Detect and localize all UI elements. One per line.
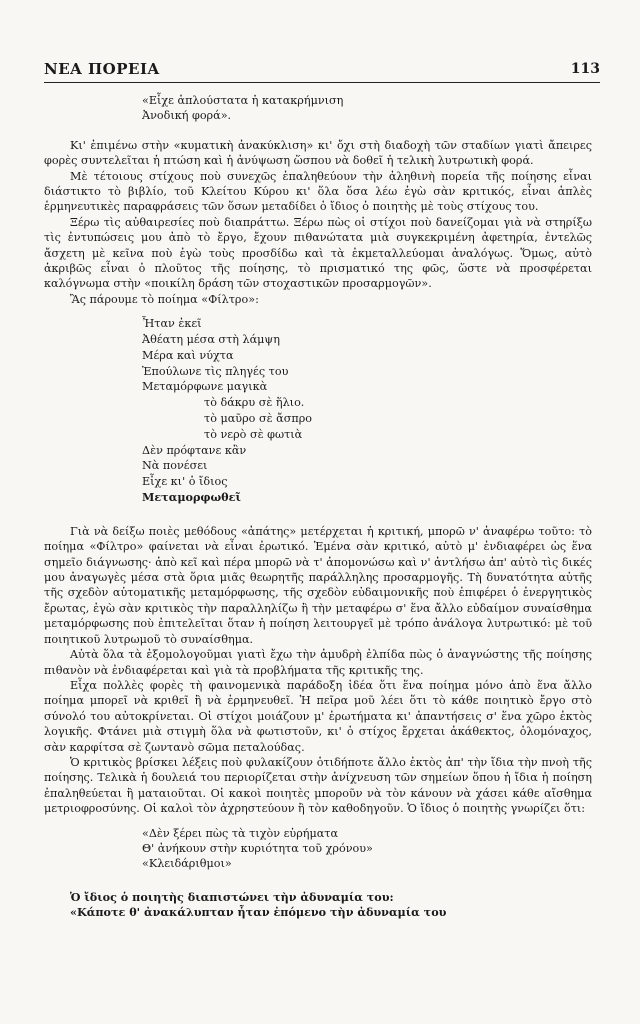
poem-line: Δὲν πρόφτανε κἂν <box>142 443 247 457</box>
poem-line: Ἦταν ἐκεῖ <box>142 317 202 331</box>
poem-line: Μέρα καὶ νύχτα <box>142 348 234 362</box>
article-body <box>44 93 592 921</box>
opening-quote <box>142 93 592 124</box>
paragraph: Μὲ τέτοιους στίχους ποὺ συνεχῶς ἐπαληθεύουν τὴν ἀληθινὴ πορεία τῆς ποίησης εἶναι διάστικτο τὸ βιβλίο, τοῦ Κλείτου Κύρου κι' ὅλα ὅσα λέω ἐγὼ σὰν κριτικός, εἶναι ἁπλὲς ἑρμηνευτικὲς παραφράσεις τῶν ὅσων μεταδίδει ὁ ἴδιος ὁ ποιητὴς μὲ τοὺς στίχους του. <box>44 169 592 214</box>
paragraph: Ἂς πάρουμε τὸ ποίημα «Φίλτρο»: <box>70 292 259 306</box>
page-number: 113 <box>570 61 600 77</box>
poem-line: τὸ μαῦρο σὲ ἄσπρο <box>204 412 313 426</box>
paragraph: Ὁ κριτικὸς βρίσκει λέξεις ποὺ φυλακίζουν ὁτιδήποτε ἄλλο ἐκτὸς ἀπ' τὴν ἴδια τὴν πνοὴ τῆς ποίησης. Τελικὰ ἡ δουλειά του περιορίζεται στὴν ἀνίχνευση τῶν σημείων ὅπου ἡ ἴδια ἡ ποίηση ἐπαληθεύεται ἢ ματαιοῦται. Οἱ κακοὶ ποιητὲς μποροῦν νὰ τὸν κάνουν νὰ χάσει κάθε αἴσθημα μετριοφροσύνης. Οἱ καλοὶ τὸν ἀχρηστεύουν ἢ τὸν καθοδηγοῦν. Ὁ ἴδιος ὁ ποιητὴς γνωρίζει ὅτι: <box>44 755 592 816</box>
paragraph: «Κάποτε θ' ἀνακάλυπταν ἦταν ἐπόμενο τὴν ἀδυναμία του <box>70 905 447 920</box>
journal-title: ΝΕΑ ΠΟΡΕΙΑ <box>44 60 160 78</box>
poem-line: τὸ νερὸ σὲ φωτιὰ <box>204 427 303 441</box>
poem-line: Μεταμόρφωνε μαγικὰ <box>142 380 268 394</box>
paragraph: Κι' ἐπιμένω στὴν «κυματικὴ ἀνακύκλιση» κι' ὄχι στὴ διαδοχὴ τῶν σταδίων γιατὶ ἄπειρες φορὲς συντελεῖται ἡ πτώση καὶ ἡ ἀνύψωση ὥσπου νὰ δοθεῖ ἡ τελικὴ λυτρωτικὴ φορά. <box>44 138 592 168</box>
poem-filtro <box>142 316 592 506</box>
quote-kleidarithmoi <box>142 826 592 872</box>
paragraph: Εἶχα πολλὲς φορὲς τὴ φαινομενικὰ παράδοξη ἰδέα ὅτι ἕνα ποίημα μόνο ἀπὸ ἕνα ἄλλο ποίημα μπορεῖ νὰ κριθεῖ ἢ νὰ ἑρμηνευθεῖ. Ἡ πεῖρα μοῦ λέει ὅτι τὸ κάθε ποιητικὸ ἔργο στὸ σύνολό του αὐτοκρίνεται. Οἱ στίχοι μοιάζουν μ' ἐρωτήματα κι' ἀπαντήσεις σ' ἕνα χῶρο ἐκτὸς λογικῆς. Φτάνει μιὰ στιγμὴ ὅλα νὰ φωτιστοῦν, κι' ὁ στίχος ἔρχεται ἀκάθεκτος, ὁλομόναχος, σὰν καρφίτσα σὲ ζωντανὸ σῶμα πεταλούδας. <box>44 678 592 754</box>
paragraph: Αὐτὰ ὅλα τὰ ἐξομολογοῦμαι γιατὶ ἔχω τὴν ἀμυδρὴ ἐλπίδα πὼς ὁ ἀναγνώστης τῆς ποίησης πιθανὸν νὰ ἐνδιαφέρεται καὶ γιὰ τὰ προβλήματα τῆς κριτικῆς της. <box>44 648 592 677</box>
paragraph: Ξέρω τὶς αὐθαιρεσίες ποὺ διαπράττω. Ξέρω πὼς οἱ στίχοι ποὺ δανείζομαι γιὰ νὰ στηρίξω τὶς ἐντυπώσεις μου ἀπὸ τὸ ἔργο, ἔχουν πιθανώτατα μιὰ συγκεκριμένη ἀφετηρία, ἐντελῶς ἄσχετη μὲ κεῖνα ποὺ ἐγὼ τοὺς προσδίδω καὶ τὰ ἐκμεταλλεύομαι ἀναλόγως. Ὅμως, αὐτὸ ἀκριβῶς εἶναι ὁ πλοῦτος τῆς ποίησης, τὸ πρισματικό της φῶς, ὥστε νὰ προσφέρεται καλόγνωμα στὴν «ποικίλη δράση τῶν στοχαστικῶν προσαρμογῶν». <box>44 215 592 291</box>
poem-line: Ἀθέατη μέσα στὴ λάμψη <box>142 333 280 347</box>
poem-line: Εἶχε κι' ὁ ἴδιος <box>142 475 228 489</box>
running-header <box>44 60 600 83</box>
quote-line: Θ' ἀνήκουν στὴν κυριότητα τοῦ χρόνου» <box>142 841 373 855</box>
quote-line: «Δὲν ξέρει πὼς τὰ τιχὸν εὑρήματα <box>142 826 339 840</box>
poem-line: Νὰ πονέσει <box>142 459 208 473</box>
quote-line: Ἀνοδική φορά». <box>142 109 232 123</box>
quote-line: «Εἶχε ἁπλούστατα ἡ κατακρήμνιση <box>142 94 344 107</box>
paragraph: Γιὰ νὰ δείξω ποιὲς μεθόδους «ἀπάτης» μετέρχεται ἡ κριτική, μπορῶ ν' ἀναφέρω τοῦτο: τὸ ποίημα «Φίλτρο» φαίνεται νὰ εἶναι ἐρωτικό. Ἐμένα σὰν κριτικό, αὐτὸ μ' ἐνδιαφέρει ὡς ἕνα σημεῖο διάγνωσης· ἀπὸ κεῖ καὶ πέρα μπορῶ νὰ τ' ἀπομονώσω καὶ ν' ἀντλήσω ἀπ' αὐτὸ τὶς δικές μου ἀναγωγὲς μέσα στὰ ὅρια μιᾶς θεωρητῆς παράλληλης προσαρμογῆς. Τὴ δυνατότητα αὐτῆς τῆς σχεδὸν αὐτοματικῆς μεταμόρφωσης, τῆς σχεδὸν εὐδαιμονικῆς ποὺ ἐπιφέρει ὁ ἐνεργητικὸς ἔρωτας, ἐγὼ σὰν κριτικὸς τὴν παραλληλίζω ἢ τὴν μεταφέρω σ' ἕνα ἄλλο εὐδαίμον συναίσθημα μεταμόρφωσης ποὺ ἐπιτελεῖται ὅταν ἡ ποίηση λειτουργεῖ μὲ τρόπο ἀνάλογα λυτρωτικό: μὲ τοῦ ποιητικοῦ λυτρωμοῦ τὸ συναίσθημα. <box>44 524 592 646</box>
quote-source: «Κλειδάριθμοι» <box>142 857 232 871</box>
poem-line: τὸ δάκρυ σὲ ἥλιο. <box>204 396 305 410</box>
poem-line: Ἐπούλωνε τὶς πληγές του <box>142 364 289 378</box>
poem-last-line: Μεταμορφωθεῖ <box>142 490 241 505</box>
paragraph: Ὁ ἴδιος ὁ ποιητὴς διαπιστώνει τὴν ἀδυναμία του: <box>70 889 394 904</box>
